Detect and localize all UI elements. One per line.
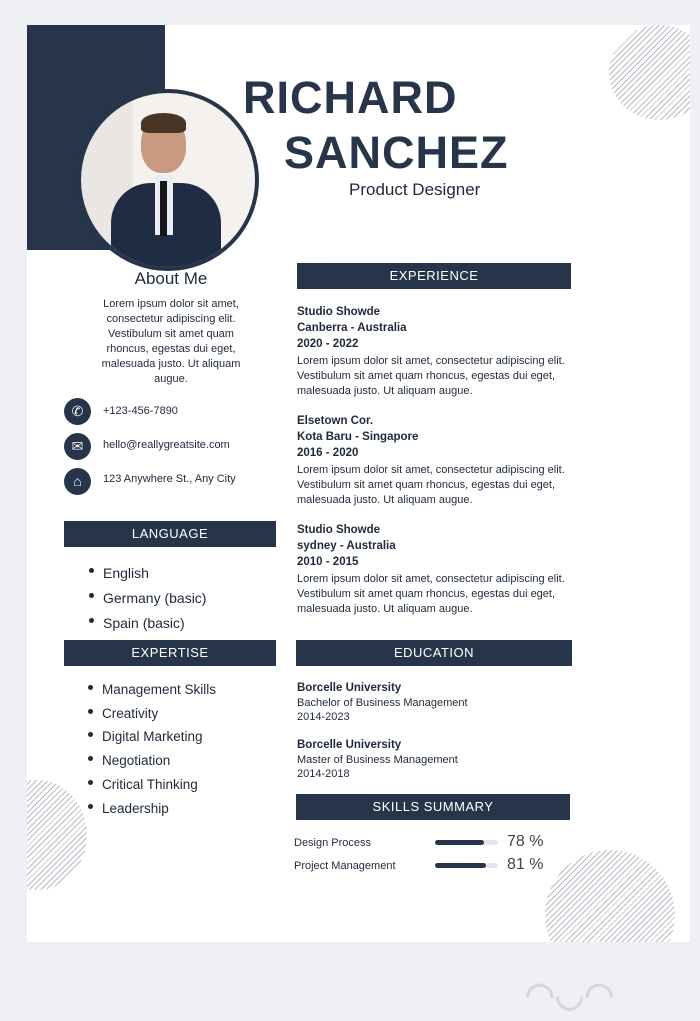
profile-photo (77, 89, 259, 271)
hatch-circle-bottom (545, 850, 675, 942)
mail-icon: ✉ (64, 433, 91, 460)
description: Lorem ipsum dolor sit amet, consectetur adipiscing elit. Vestibulum sit amet quam rhoncus, egestas dui eget, malesuada justo. Ut aliquam augue. (297, 464, 565, 506)
experience-entry (297, 413, 597, 508)
company: Studio Showde (297, 524, 381, 536)
skill-bar (435, 840, 498, 845)
company: Studio Showde (297, 306, 381, 318)
about-text: Lorem ipsum dolor sit amet, consectetur adipiscing elit. Vestibulum sit amet quam rhoncus, egestas dui eget, malesuada justo. Ut aliquam augue. (101, 298, 241, 385)
list-item: Creativity (88, 702, 216, 726)
skill-percent: 81 % (507, 856, 544, 873)
home-icon: ⌂ (64, 468, 91, 495)
list-item: Digital Marketing (88, 725, 216, 749)
years: 2014-2018 (297, 768, 350, 780)
description: Lorem ipsum dolor sit amet, consectetur adipiscing elit. Vestibulum sit amet quam rhoncus, egestas dui eget, malesuada justo. Ut aliquam augue. (297, 355, 565, 397)
skill-label: Design Process (294, 837, 372, 849)
list-item: English (89, 561, 206, 586)
name-last: SANCHEZ (284, 127, 509, 178)
contact-phone: +123-456-7890 (103, 405, 178, 417)
resume-page (27, 25, 690, 942)
list-item: Spain (basic) (89, 611, 206, 636)
skill-bar-fill (435, 863, 486, 868)
skill-bar-fill (435, 840, 484, 845)
description: Lorem ipsum dolor sit amet, consectetur adipiscing elit. Vestibulum sit amet quam rhoncus, egestas dui eget, malesuada justo. Ut aliquam augue. (297, 573, 565, 615)
watermark-logo: ◠◡◠ (525, 976, 615, 1014)
location: Kota Baru - Singapore (297, 431, 419, 443)
skill-bar (435, 863, 498, 868)
company: Elsetown Cor. (297, 415, 374, 427)
expertise-heading: EXPERTISE (64, 640, 276, 666)
list-item: Negotiation (88, 749, 216, 773)
location: sydney - Australia (297, 540, 396, 552)
hatch-circle-left (27, 780, 87, 890)
skill-label: Project Management (294, 860, 396, 872)
list-item: Critical Thinking (88, 773, 216, 797)
degree: Bachelor of Business Management (297, 697, 468, 709)
list-item: Management Skills (88, 678, 216, 702)
years: 2010 - 2015 (297, 556, 359, 568)
education-entry (297, 680, 468, 724)
school: Borcelle University (297, 682, 402, 694)
skill-percent: 78 % (507, 833, 544, 850)
name-first: RICHARD (243, 72, 458, 123)
language-list (89, 561, 206, 636)
years: 2020 - 2022 (297, 338, 359, 350)
experience-heading: EXPERIENCE (297, 263, 571, 289)
list-item: Leadership (88, 797, 216, 821)
about-heading: About Me (134, 269, 208, 288)
hatch-circle-top (609, 25, 690, 120)
education-heading: EDUCATION (296, 640, 572, 666)
expertise-list (88, 678, 216, 820)
years: 2016 - 2020 (297, 447, 359, 459)
contact-address: 123 Anywhere St., Any City (103, 473, 236, 485)
language-heading: LANGUAGE (64, 521, 276, 547)
education-entry (297, 737, 458, 781)
list-item: Germany (basic) (89, 586, 206, 611)
school: Borcelle University (297, 739, 402, 751)
degree: Master of Business Management (297, 754, 458, 766)
years: 2014-2023 (297, 711, 350, 723)
location: Canberra - Australia (297, 322, 407, 334)
phone-icon: ✆ (64, 398, 91, 425)
experience-entry (297, 304, 597, 399)
job-title: Product Designer (349, 180, 481, 199)
contact-email: hello@reallygreatsite.com (103, 439, 230, 451)
experience-entry (297, 522, 597, 617)
skills-heading: SKILLS SUMMARY (296, 794, 570, 820)
